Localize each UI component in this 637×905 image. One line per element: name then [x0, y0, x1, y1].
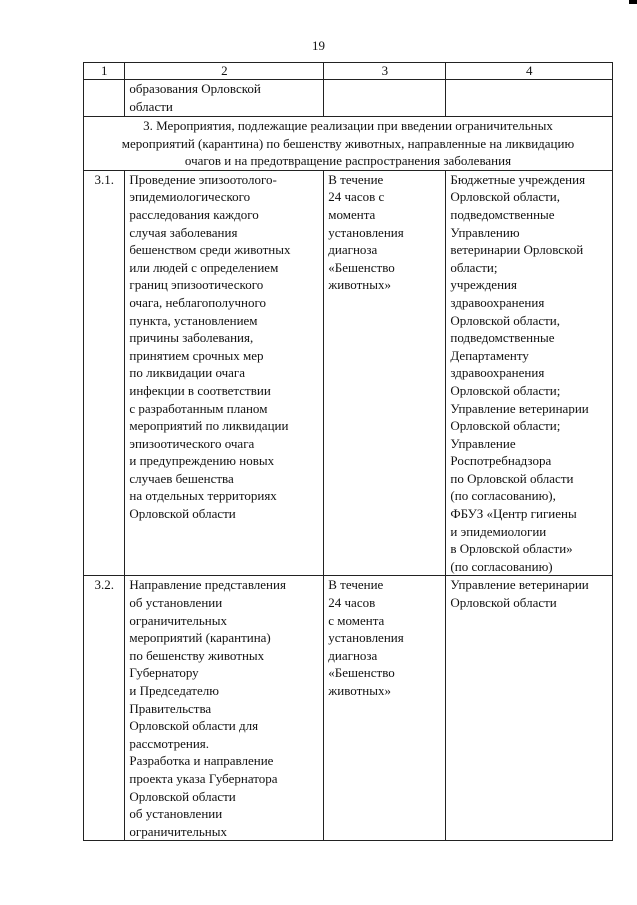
text-line: проекта указа Губернатора [129, 770, 278, 786]
row-number: 3.2. [84, 576, 125, 841]
text-line: на отдельных территориях [129, 488, 277, 504]
text-line: момента [328, 206, 376, 222]
text-line: ветеринарии Орловской [450, 242, 584, 258]
table-row-3-1 [84, 170, 613, 576]
term-cell [324, 576, 446, 841]
text-line: Орловской области, [450, 189, 561, 205]
section-title-line: мероприятий (карантина) по бешенству животных, направленные на ликвидацию [121, 135, 575, 151]
text-line: Направление представления [129, 577, 286, 593]
text-line: животных» [328, 683, 391, 698]
text-line: учреждения [450, 277, 517, 293]
text-line: Губернатору [129, 665, 199, 681]
text-line: Орловской области [450, 595, 557, 611]
text-line: здравоохранения [450, 365, 545, 381]
header-col-1: 1 [84, 63, 125, 80]
text-line: и предупреждению новых [129, 453, 275, 469]
continuation-term-cell [324, 80, 446, 117]
text-line: и эпидемиологии [450, 523, 547, 539]
text-line: образования Орловской [129, 81, 261, 96]
text-line: мероприятий (карантина) [129, 630, 271, 646]
text-line: (по согласованию), [450, 488, 556, 504]
text-line: ограничительных [129, 612, 227, 628]
header-col-3: 3 [324, 63, 446, 80]
text-line: Управлению [450, 224, 520, 240]
text-line: Бюджетные учреждения [450, 171, 586, 187]
text-line: Орловской области для [129, 718, 259, 734]
text-line: с разработанным планом [129, 400, 268, 416]
text-line: (по согласованию) [450, 558, 553, 574]
executor-cell [446, 576, 613, 841]
measures-table [83, 62, 613, 841]
header-col-4: 4 [446, 63, 613, 80]
executor-cell [446, 170, 613, 576]
text-line: Роспотребнадзора [450, 453, 552, 469]
text-line: случая заболевания [129, 224, 238, 240]
text-line: и Председателю [129, 683, 219, 698]
text-line: с момента [328, 612, 385, 628]
text-line: об установлении [129, 806, 223, 822]
text-line: инфекции в соответствии [129, 382, 271, 398]
text-line: принятием срочных мер [129, 347, 264, 363]
text-line: Правительства [129, 700, 212, 716]
row-number: 3.1. [84, 170, 125, 576]
section-row [84, 117, 613, 171]
text-line: Управление ветеринарии [450, 400, 589, 416]
continuation-num-cell [84, 80, 125, 117]
text-line: эпидемиологического [129, 189, 251, 205]
text-line: диагноза [328, 242, 378, 258]
text-line: 24 часов [328, 595, 376, 611]
text-line: причины заболевания, [129, 330, 254, 346]
text-line: мероприятий по ликвидации [129, 418, 289, 434]
text-line: В течение [328, 577, 384, 593]
text-line: бешенством среди животных [129, 242, 291, 258]
text-line: 24 часов с [328, 189, 385, 205]
text-line: области; [450, 259, 498, 275]
text-line: Орловской области, [450, 312, 561, 328]
text-line: животных» [328, 277, 391, 293]
text-line: «Бешенство [328, 259, 395, 275]
text-line: Орловской области [129, 788, 236, 804]
measure-cell [125, 576, 324, 841]
text-line: расследования каждого [129, 206, 259, 222]
text-line: «Бешенство [328, 665, 395, 681]
table-row-3-2 [84, 576, 613, 841]
section-heading [84, 117, 613, 171]
text-line: по Орловской области [450, 470, 574, 486]
text-line: установления [328, 630, 404, 646]
text-line: эпизоотического очага [129, 435, 255, 451]
term-cell [324, 170, 446, 576]
text-line: об установлении [129, 595, 223, 611]
text-line: ограничительных [129, 823, 227, 839]
text-line: или людей с определением [129, 259, 279, 275]
text-line: Управление [450, 435, 516, 451]
text-line: границ эпизоотического [129, 277, 264, 293]
text-line: случаев бешенства [129, 470, 234, 486]
text-line: установления [328, 224, 404, 240]
section-title-line: очагов и на предотвращение распространения заболевания [184, 153, 512, 169]
text-line: Орловской области; [450, 418, 561, 434]
text-line: области [129, 98, 173, 114]
header-col-2: 2 [125, 63, 324, 80]
text-line: рассмотрения. [129, 735, 210, 751]
text-line: в Орловской области» [450, 541, 573, 557]
text-line: ФБУЗ «Центр гигиены [450, 506, 577, 522]
text-line: Разработка и направление [129, 753, 274, 769]
text-line: диагноза [328, 647, 378, 663]
section-title-line: 3. Мероприятия, подлежащие реализации при введении ограничительных [143, 118, 553, 133]
text-line: подведомственные [450, 206, 555, 222]
page-number: 19 [312, 38, 325, 53]
continuation-text-cell [125, 80, 324, 117]
text-line: Управление ветеринарии [450, 577, 589, 593]
text-line: Орловской области [129, 506, 236, 522]
text-line: очага, неблагополучного [129, 294, 267, 310]
measure-cell [125, 170, 324, 576]
continuation-exec-cell [446, 80, 613, 117]
text-line: Проведение эпизоотолого- [129, 171, 277, 187]
scan-mark [629, 0, 637, 4]
text-line: Орловской области; [450, 382, 561, 398]
text-line: В течение [328, 171, 384, 187]
text-line: по ликвидации очага [129, 365, 246, 381]
text-line: пункта, установлением [129, 312, 258, 328]
text-line: по бешенству животных [129, 647, 265, 663]
table-header-row [84, 63, 613, 80]
continuation-row [84, 80, 613, 117]
text-line: подведомственные [450, 330, 555, 346]
text-line: здравоохранения [450, 294, 545, 310]
text-line: Департаменту [450, 347, 529, 363]
